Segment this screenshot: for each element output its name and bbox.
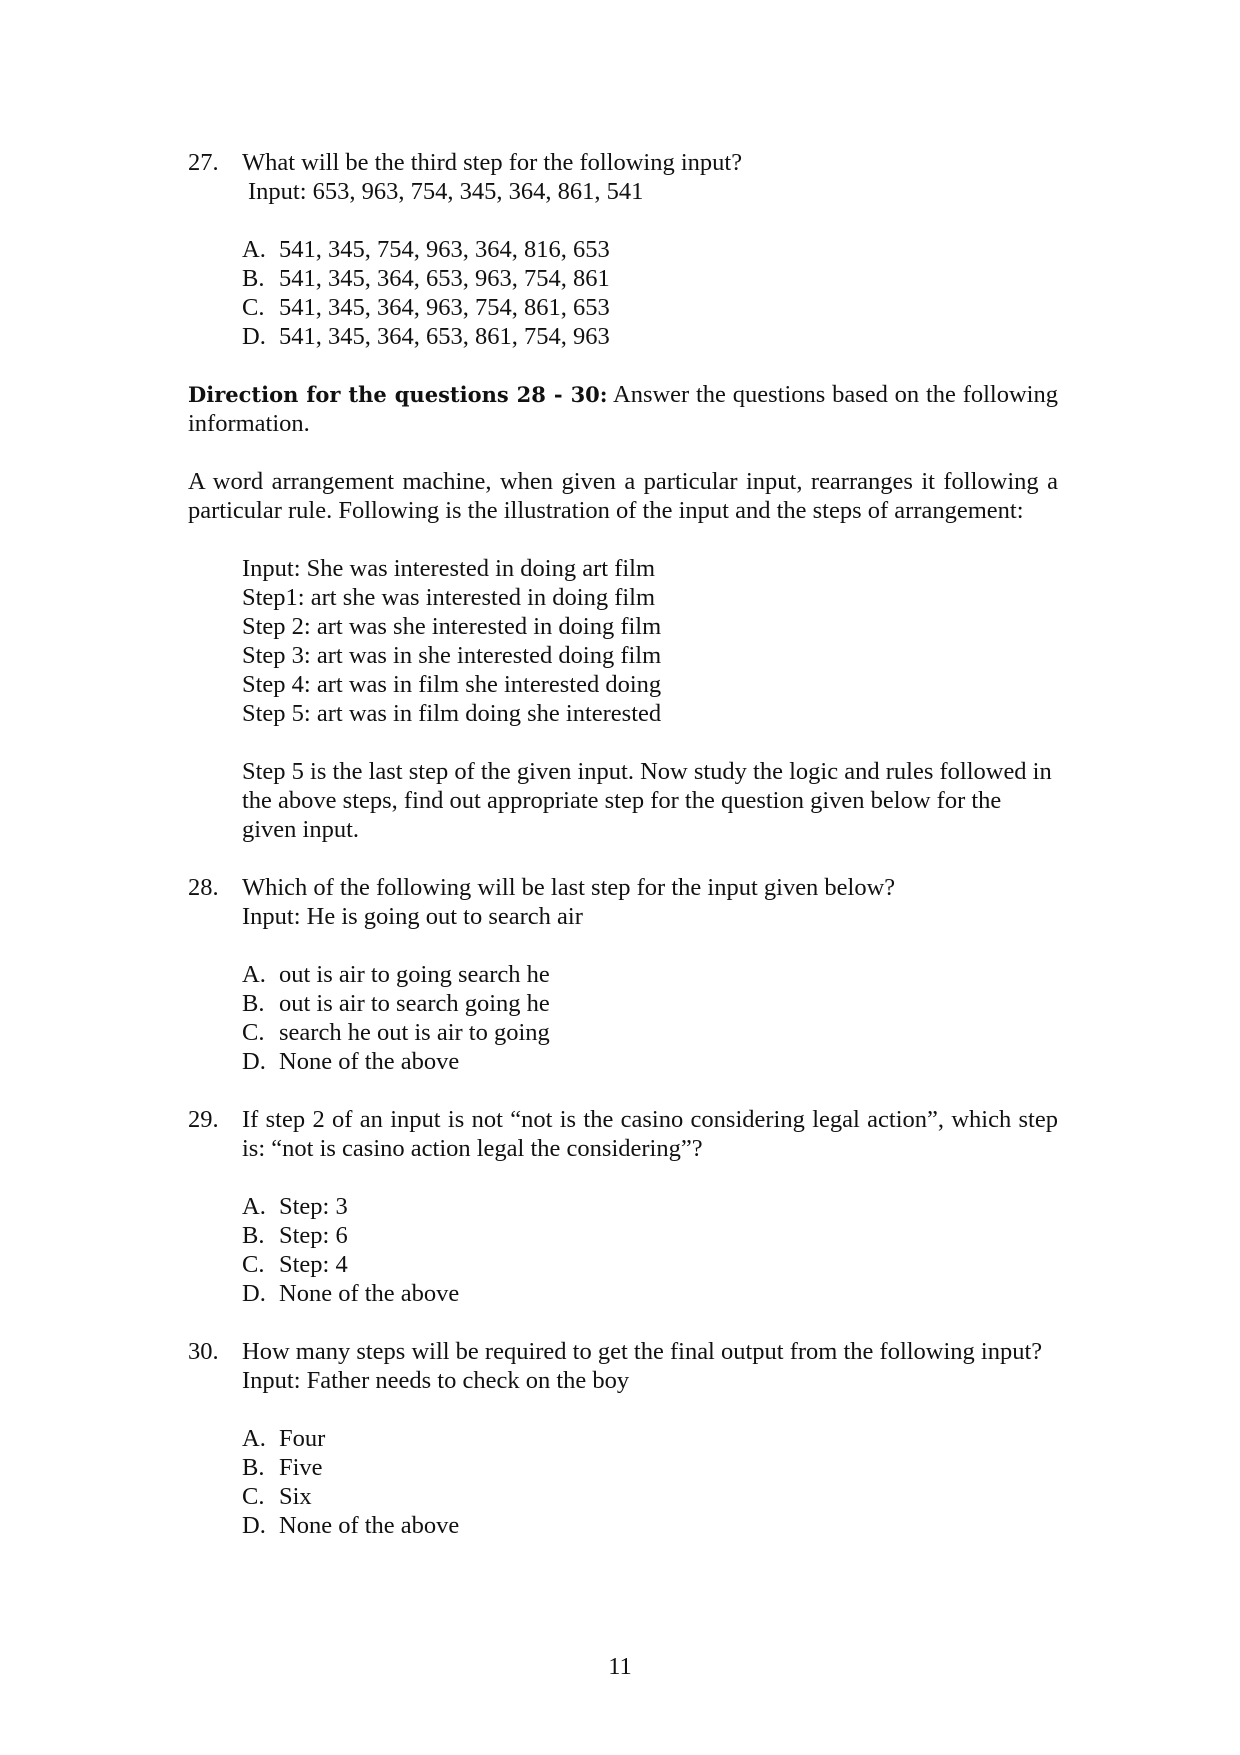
option-letter: C.	[242, 1483, 265, 1510]
direction-paragraph	[188, 380, 1058, 438]
spacer	[188, 351, 1058, 380]
option-letter: D.	[242, 1512, 266, 1539]
option-text: None of the above	[279, 1280, 460, 1307]
option-text: 541, 345, 754, 963, 364, 816, 653	[279, 236, 610, 263]
spacer	[188, 1076, 1058, 1105]
question-text: If step 2 of an input is not “not is the casino considering legal action”, which step is: “not is casino action legal the considering”?	[242, 1106, 1058, 1162]
option-letter: D.	[242, 1048, 266, 1075]
options-list	[242, 960, 1058, 1076]
question-30	[188, 1337, 1058, 1540]
option-d	[242, 1047, 1058, 1076]
question-28	[188, 873, 1058, 1076]
option-letter: B.	[242, 1222, 265, 1249]
option-text: None of the above	[279, 1048, 460, 1075]
option-text: 541, 345, 364, 653, 963, 754, 861	[279, 265, 610, 292]
option-c	[242, 1250, 1058, 1279]
option-b	[242, 1453, 1058, 1482]
option-letter: D.	[242, 323, 266, 350]
option-b	[242, 989, 1058, 1018]
option-text: 541, 345, 364, 963, 754, 861, 653	[279, 294, 610, 321]
option-text: search he out is air to going	[279, 1019, 550, 1046]
option-c	[242, 1018, 1058, 1047]
spacer	[188, 1308, 1058, 1337]
option-text: 541, 345, 364, 653, 861, 754, 963	[279, 323, 610, 350]
option-a	[242, 1192, 1058, 1221]
spacer	[188, 438, 1058, 467]
option-a	[242, 235, 1058, 264]
question-text: Which of the following will be last step for the input given below?	[242, 874, 896, 901]
illustration-step-2: Step 2: art was she interested in doing film	[242, 613, 662, 640]
option-text: Step: 3	[279, 1193, 348, 1220]
option-letter: A.	[242, 1425, 266, 1452]
question-27	[188, 148, 1058, 351]
options-list	[242, 1192, 1058, 1308]
option-letter: C.	[242, 1251, 265, 1278]
option-letter: A.	[242, 1193, 266, 1220]
option-letter: C.	[242, 294, 265, 321]
direction-text: Answer the questions based on the following information.	[188, 381, 1058, 437]
illustration-step-1: Step1: art she was interested in doing film	[242, 584, 656, 611]
option-c	[242, 293, 1058, 322]
illustration-input: Input: She was interested in doing art film	[242, 555, 656, 582]
question-input: Input: He is going out to search air	[242, 903, 583, 930]
illustration-step-3: Step 3: art was in she interested doing film	[242, 642, 662, 669]
question-text: How many steps will be required to get the final output from the following input?	[242, 1338, 1043, 1365]
option-letter: C.	[242, 1019, 265, 1046]
option-text: out is air to search going he	[279, 990, 550, 1017]
option-d	[242, 1279, 1058, 1308]
option-d	[242, 1511, 1058, 1540]
option-text: Step: 4	[279, 1251, 348, 1278]
option-letter: B.	[242, 265, 265, 292]
question-number: 28.	[188, 874, 219, 901]
question-input: Input: Father needs to check on the boy	[242, 1367, 630, 1394]
option-a	[242, 960, 1058, 989]
option-d	[242, 322, 1058, 351]
page-number: 11	[608, 1653, 632, 1680]
options-list	[242, 235, 1058, 351]
question-number: 29.	[188, 1106, 219, 1133]
question-text: What will be the third step for the following input?	[242, 149, 743, 176]
illustration-step-5: Step 5: art was in film doing she interested	[242, 700, 662, 727]
options-list	[242, 1424, 1058, 1540]
spacer	[188, 844, 1058, 873]
document-page	[188, 148, 1058, 1540]
option-text: out is air to going search he	[279, 961, 550, 988]
option-text: Five	[279, 1454, 323, 1481]
question-number: 27.	[188, 149, 219, 176]
option-letter: D.	[242, 1280, 266, 1307]
option-letter: B.	[242, 1454, 265, 1481]
option-text: Four	[279, 1425, 326, 1452]
option-b	[242, 1221, 1058, 1250]
question-29	[188, 1105, 1058, 1308]
option-letter: A.	[242, 961, 266, 988]
question-number: 30.	[188, 1338, 219, 1365]
spacer	[188, 728, 1058, 757]
option-text: Step: 6	[279, 1222, 348, 1249]
option-letter: B.	[242, 990, 265, 1017]
illustration-step-4: Step 4: art was in film she interested doing	[242, 671, 662, 698]
option-text: None of the above	[279, 1512, 460, 1539]
option-c	[242, 1482, 1058, 1511]
option-text: Six	[279, 1483, 312, 1510]
option-letter: A.	[242, 236, 266, 263]
illustration-steps	[188, 554, 1058, 728]
spacer	[188, 525, 1058, 554]
note-paragraph: Step 5 is the last step of the given input. Now study the logic and rules followed in the above steps, find out appropriate step for the question given below for the given input.	[242, 758, 1052, 843]
option-a	[242, 1424, 1058, 1453]
question-input: Input: 653, 963, 754, 345, 364, 861, 541	[248, 178, 644, 205]
option-b	[242, 264, 1058, 293]
intro-paragraph: A word arrangement machine, when given a particular input, rearranges it following a particular rule. Following is the illustration of the input and the steps of arrangement:	[188, 468, 1058, 524]
direction-label: Direction for the questions 28 - 30:	[188, 382, 608, 407]
